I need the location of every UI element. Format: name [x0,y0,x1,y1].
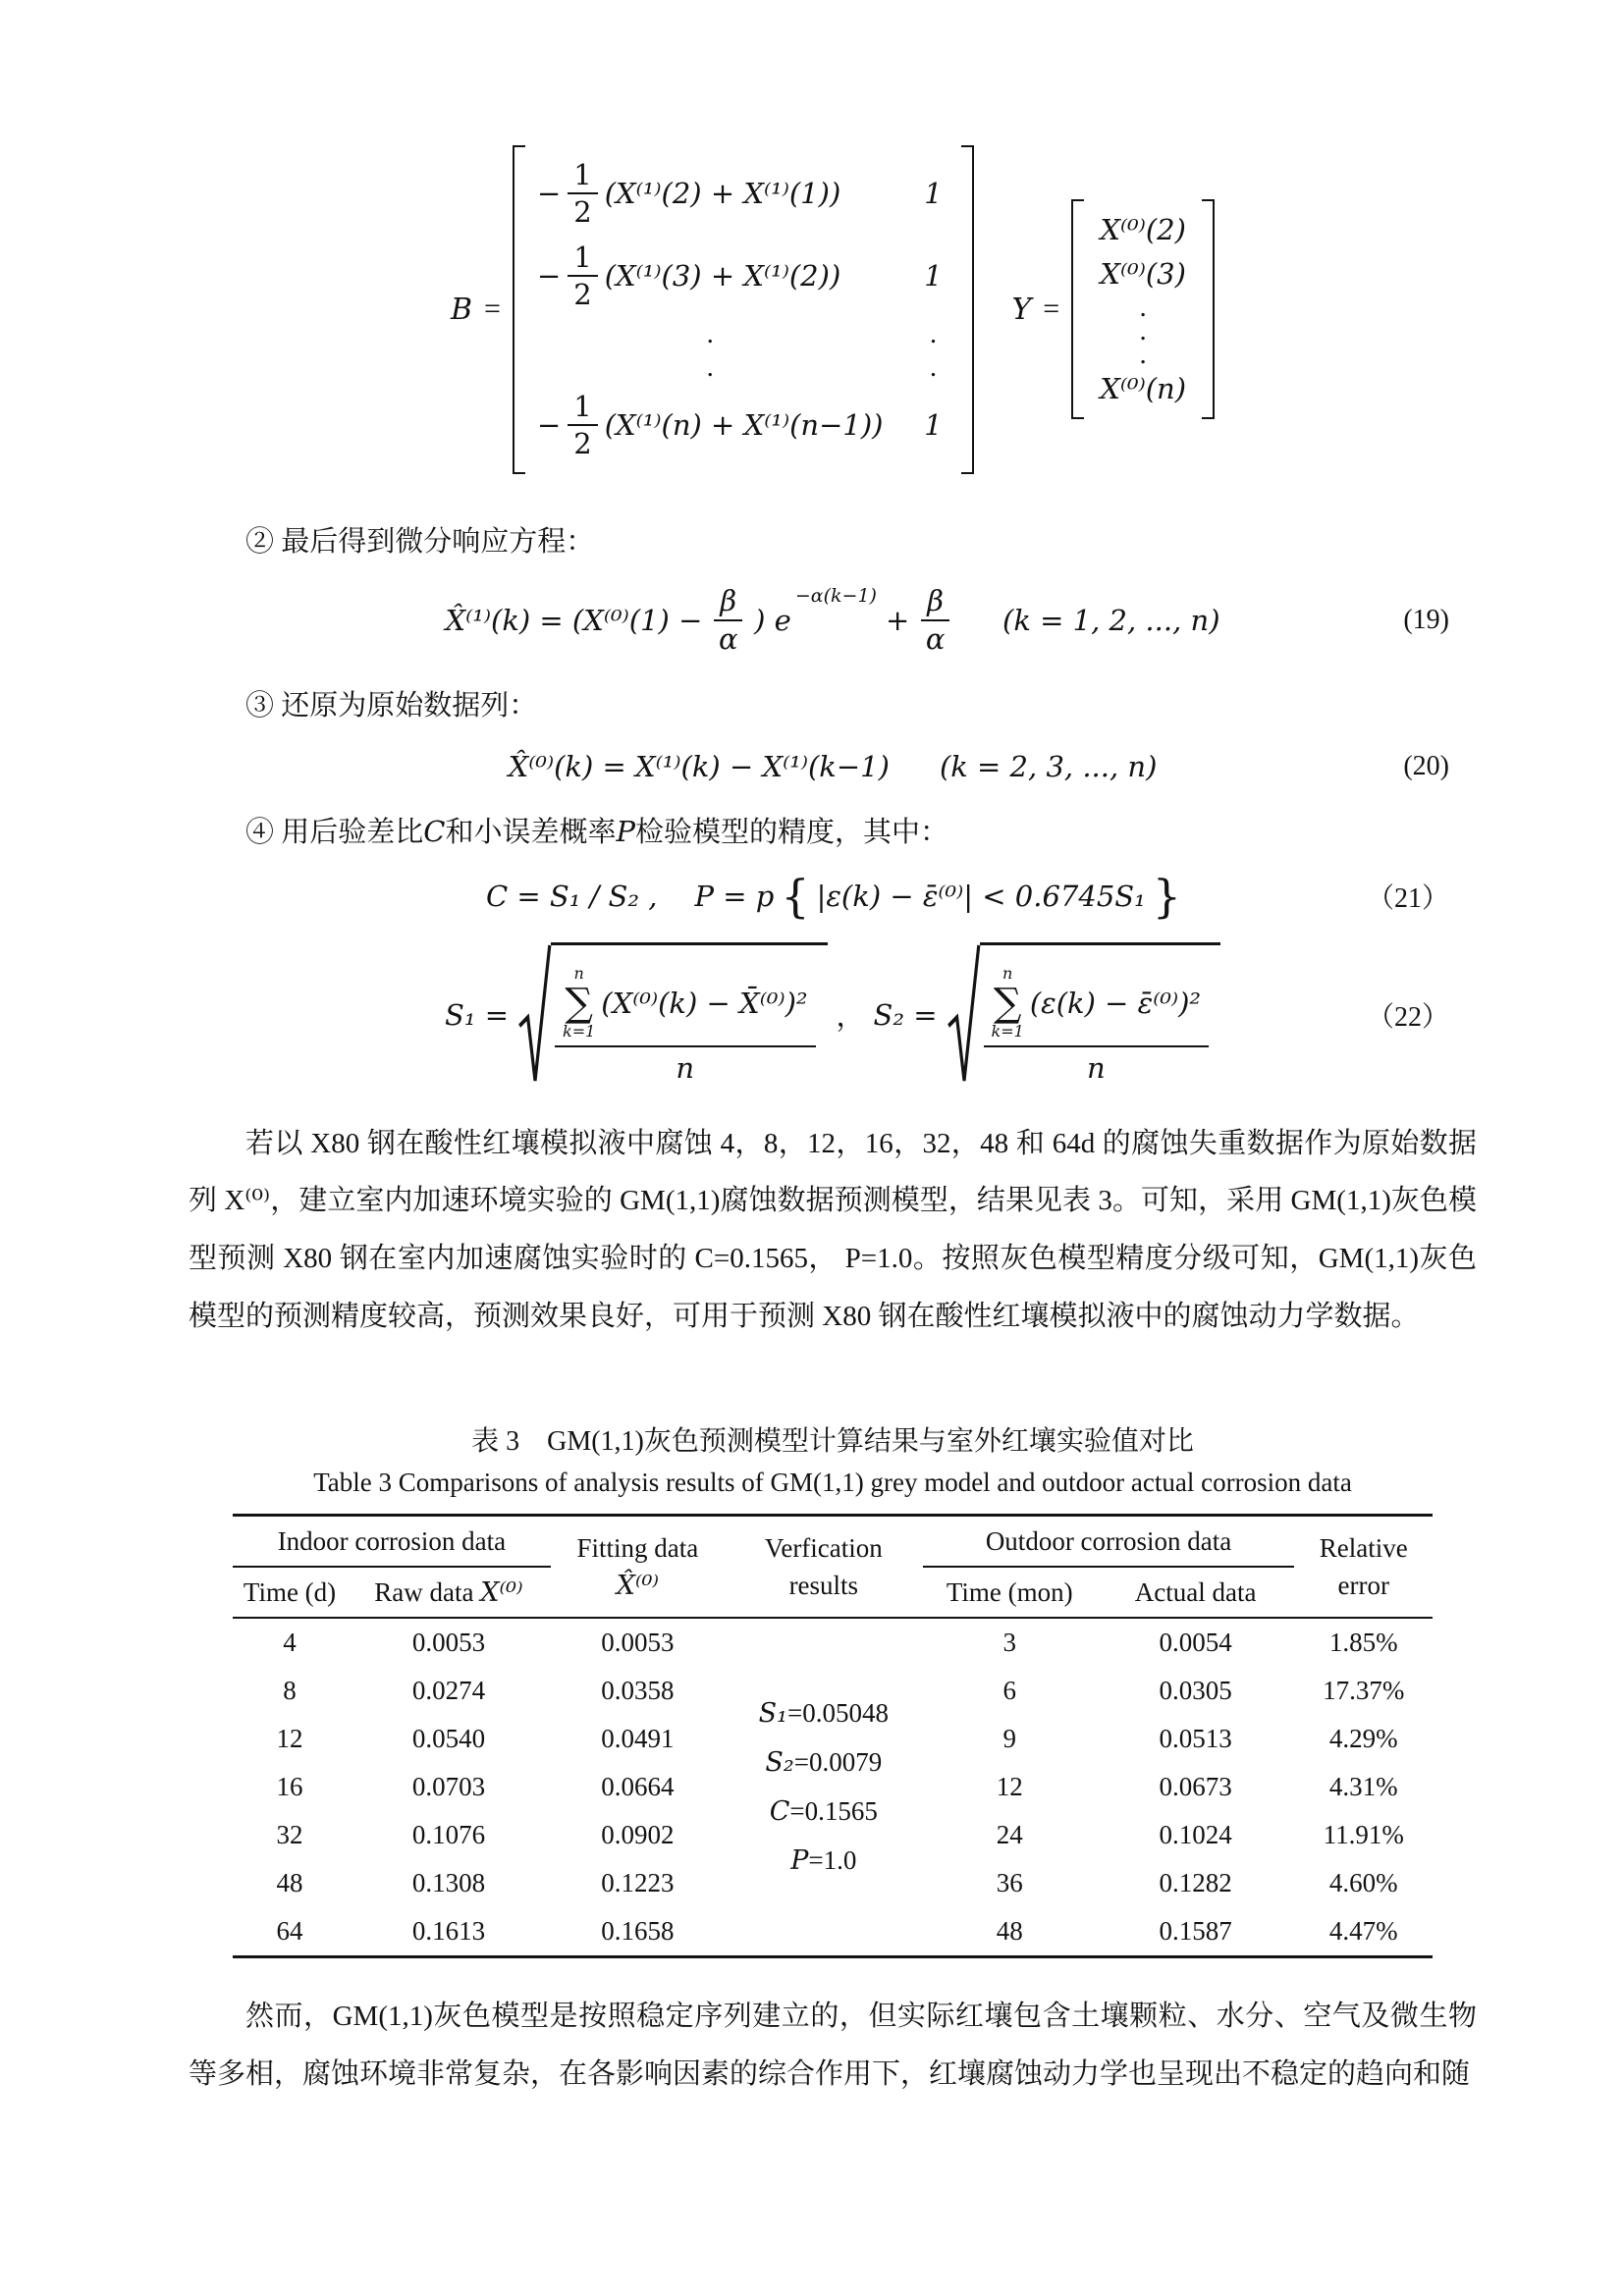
sum-upper-limit: n [573,964,584,984]
matrix-dots-row [537,318,950,350]
sum-lower-limit: k=1 [991,1021,1024,1041]
left-bracket [1071,199,1084,419]
results-table [233,1514,1433,1958]
cell-fit: 0.1658 [601,1916,675,1947]
equation-term: X̂⁽⁰⁾(k) = X⁽¹⁾(k) − X⁽¹⁾(k−1) [508,749,890,783]
value: =1.0 [808,1844,857,1875]
step-4-text: 检验模型的精度，其中： [635,816,949,848]
column-group-outdoor: Outdoor corrosion data [923,1516,1295,1568]
header-text: Raw data [374,1577,481,1608]
table-row [233,1618,1433,1667]
cell-time-mon: 36 [996,1868,1023,1898]
equals-sign: = [1043,293,1060,326]
cell-relative-error: 4.60% [1328,1868,1398,1898]
vertical-dot: . [706,317,714,349]
cell-time-d: 8 [283,1676,297,1706]
paragraph-limitations: 然而，GM(1,1)灰色模型是按照稳定序列建立的，但实际红壤包含土壤颗粒、水分、空气及微生物等多相，腐蚀环境非常复杂，在各影响因素的综合作用下，红壤腐蚀动力学也呈现出不稳定的趋向和随 [189,2001,1477,2090]
cell-raw: 0.1076 [411,1820,486,1850]
radical-sign-icon [947,942,982,1087]
matrix-entry: (X⁽¹⁾(3) + X⁽¹⁾(2)) [604,259,841,294]
cell-raw: 0.0540 [411,1724,486,1754]
equation-number-21: （21） [1366,882,1449,914]
variable: P [790,1844,809,1876]
matrix-entry: X⁽⁰⁾(3) [1100,257,1186,292]
cell-fit: 0.0902 [601,1820,675,1850]
verification-results-cell [725,1618,923,1957]
vertical-dot: . [1139,315,1147,347]
fraction-beta-alpha [921,585,949,655]
cell-time-d: 32 [276,1820,303,1850]
cell-relative-error: 4.29% [1328,1724,1398,1754]
vertical-dot: . [1139,292,1147,324]
column-header-actual-data: Actual data [1134,1577,1257,1608]
matrix-b [513,145,975,474]
step-3-label: ③ 还原为原始数据列： [245,689,538,721]
minus-sign: − [536,177,562,211]
cell-time-d: 4 [233,1618,347,1667]
cell-actual: 0.0673 [1159,1772,1232,1802]
step-4-text: ④ 用后验差比 [245,816,424,848]
matrix-y-body [1084,199,1202,419]
cell-fit: 0.0053 [551,1618,725,1667]
left-brace: { [781,869,810,923]
column-group-indoor: Indoor corrosion data [233,1516,551,1568]
cell-time-d: 16 [276,1772,303,1802]
cell-relative-error: 17.37% [1323,1676,1405,1706]
variable: S₂ [765,1746,794,1778]
equation-number-22: （22） [1366,1001,1449,1033]
fraction-numerator: 1 [568,391,597,426]
cell-raw: 0.0274 [411,1676,486,1706]
fraction-one-half [568,241,597,311]
equation-number-20: (20) [1403,750,1449,781]
sigma-icon: ∑ [565,980,593,1026]
column-header-fitting-data [551,1516,725,1619]
header-line: X̂⁽⁰⁾ [616,1570,660,1601]
matrix-entry: X⁽⁰⁾(2) [1100,213,1186,247]
cell-time-mon: 9 [1002,1724,1016,1754]
step-4-label [189,810,1477,850]
cell-time-mon: 12 [996,1772,1023,1802]
vertical-dot: . [706,350,714,383]
matrix-y-label: Y [1011,292,1032,327]
cell-time-mon: 6 [1002,1676,1016,1706]
fraction-denominator: 2 [573,195,592,230]
verification-value [729,1738,919,1788]
equation-condition: (k = 2, 3, ..., n) [939,749,1158,783]
cell-relative-error: 1.85% [1294,1618,1433,1667]
value: =0.05048 [786,1697,889,1728]
equation-19 [189,573,1477,667]
plus-sign: + [885,603,910,637]
matrix-entry: (X⁽¹⁾(n) + X⁽¹⁾(n−1)) [604,408,884,443]
fraction-one-half [568,159,597,229]
sum-lower-limit: k=1 [563,1021,596,1041]
equation-term: C = S₁ / S₂ , [485,879,658,913]
left-bracket [513,145,525,474]
square-root [517,942,828,1087]
header-line: results [788,1570,859,1600]
matrix-entry: X⁽⁰⁾(n) [1100,372,1187,406]
fraction-one-half [568,391,597,460]
cell-fit: 0.0664 [601,1772,675,1802]
verification-value [729,1837,919,1886]
equation-term: P = p [694,879,775,913]
cell-time-d: 12 [276,1724,303,1754]
fraction-denominator: 2 [573,427,592,461]
cell-relative-error: 4.47% [1328,1916,1398,1947]
cell-actual: 0.0054 [1097,1618,1295,1667]
variable-p: P [616,814,635,848]
table-header-row-groups [233,1516,1433,1568]
comma: ， [836,999,865,1034]
verification-value [729,1788,919,1837]
fraction-beta-alpha [714,585,742,655]
table-3-block [189,1419,1477,1958]
equation-22 [189,948,1477,1086]
matrix-dots-row [537,351,950,384]
header-line: Relative [1319,1532,1408,1563]
matrix-y [1071,199,1215,419]
column-header-relative-error [1294,1516,1433,1619]
fraction-numerator: 1 [568,241,597,277]
square-root [947,942,1220,1087]
cell-fit: 0.0358 [601,1676,675,1706]
equals-sign: = [484,293,501,326]
column-header-raw-data [347,1567,551,1618]
verification-value [729,1689,919,1738]
equation-number-19: (19) [1403,604,1449,635]
step-4-text: 和小误差概率 [445,816,617,848]
sigma-icon: ∑ [993,980,1022,1026]
equation-term: S₁ = [444,997,509,1032]
fraction-denominator: n [1086,1051,1106,1086]
matrix-entry: 1 [924,177,943,211]
minus-sign: − [536,408,562,443]
fraction-denominator: 2 [573,278,592,312]
vertical-dot: . [929,350,938,383]
value: =0.1565 [789,1795,878,1826]
cell-raw: 0.1308 [411,1868,486,1898]
right-brace: } [1152,869,1182,923]
fraction-denominator: n [676,1051,695,1086]
matrix-row [537,391,950,460]
variable-c: C [423,814,446,848]
fraction-denominator: α [925,621,946,656]
cell-actual: 0.1024 [1159,1820,1232,1850]
cell-time-mon: 3 [923,1618,1097,1667]
equation-term: ) e [754,603,791,637]
equation-matrix-b-y [189,145,1477,474]
equation-term: (X⁽⁰⁾(k) − X̄⁽⁰⁾)² [601,986,808,1020]
radical-sign-icon [517,942,553,1087]
equation-term: X̂⁽¹⁾(k) = (X⁽⁰⁾(1) − [445,603,703,637]
matrix-entry: 1 [924,259,943,294]
minus-sign: − [536,259,562,294]
cell-raw: 0.1613 [411,1916,486,1947]
equation-20 [189,741,1477,792]
step-2-label: ② 最后得到微分响应方程： [245,525,595,558]
equation-term: S₂ = [873,997,938,1032]
fraction-numerator: 1 [568,159,597,194]
vertical-dot: . [929,317,938,349]
matrix-entry: 1 [924,408,943,443]
header-line: error [1337,1570,1389,1600]
table-caption-en: Table 3 Comparisons of analysis results of GM(1,1) grey model and outdoor actual corrosion data [313,1468,1352,1498]
equation-21 [189,866,1477,927]
fraction-numerator: β [714,585,742,620]
cell-time-mon: 48 [996,1916,1023,1947]
column-header-time-d: Time (d) [243,1577,337,1608]
cell-actual: 0.1282 [1159,1868,1232,1898]
summation [992,965,1024,1041]
cell-actual: 0.1587 [1159,1916,1232,1947]
cell-time-d: 48 [276,1868,303,1898]
cell-raw: 0.0053 [347,1618,551,1667]
right-bracket [1202,199,1215,419]
variable: S₁ [758,1697,787,1729]
equation-term: |ε(k) − ε̄⁽⁰⁾| < 0.6745S₁ [816,879,1146,913]
fraction-numerator: β [921,585,949,620]
cell-time-d: 64 [276,1916,303,1947]
matrix-row [537,241,950,311]
cell-time-mon: 24 [996,1820,1023,1850]
header-math: X⁽⁰⁾ [480,1577,523,1609]
matrix-row [537,159,950,229]
header-line: Verfication [764,1532,883,1563]
value: =0.0079 [793,1746,883,1777]
cell-fit: 0.1223 [601,1868,675,1898]
fraction-denominator: α [718,621,738,656]
variable: C [769,1795,790,1827]
matrix-b-body [525,145,962,474]
exponent: −α(k−1) [794,585,877,608]
vertical-dot: . [1139,339,1147,371]
matrix-b-label: B [450,292,473,327]
cell-actual: 0.0513 [1159,1724,1232,1754]
cell-relative-error: 4.31% [1328,1772,1398,1802]
summation [563,965,595,1041]
paragraph-gm-model-analysis: 若以 X80 钢在酸性红壤模拟液中腐蚀 4，8，12，16，32，48 和 64d 的腐蚀失重数据作为原始数据列 X⁽⁰⁾，建立室内加速环境实验的 GM(1,1)腐蚀数据预测模型，结果见表 3。可知，采用 GM(1,1)灰色模型预测 X80 钢在室内加速腐蚀实验时的 C=0.1565， P=1.0。按照灰色模型精度分级可知，GM(1,1)灰色模型的预测精度较高，预测效果良好，可用于预测 X80 钢在酸性红壤模拟液中的腐蚀动力学数据。 [189,1127,1477,1332]
header-line: Fitting data [576,1532,699,1563]
cell-actual: 0.0305 [1159,1676,1232,1706]
equation-condition: (k = 1, 2, ..., n) [1002,603,1220,637]
right-bracket [961,145,974,474]
sum-upper-limit: n [1002,964,1013,984]
column-header-verification-results [725,1516,923,1619]
cell-fit: 0.0491 [601,1724,675,1754]
column-header-time-mon: Time (mon) [946,1577,1073,1608]
equation-term: (ε(k) − ε̄⁽⁰⁾)² [1029,986,1202,1020]
cell-relative-error: 11.91% [1323,1820,1404,1850]
cell-raw: 0.0703 [411,1772,486,1802]
table-caption-zh: 表 3 GM(1,1)灰色预测模型计算结果与室外红壤实验值对比 [471,1426,1194,1458]
matrix-entry: (X⁽¹⁾(2) + X⁽¹⁾(1)) [604,177,841,211]
